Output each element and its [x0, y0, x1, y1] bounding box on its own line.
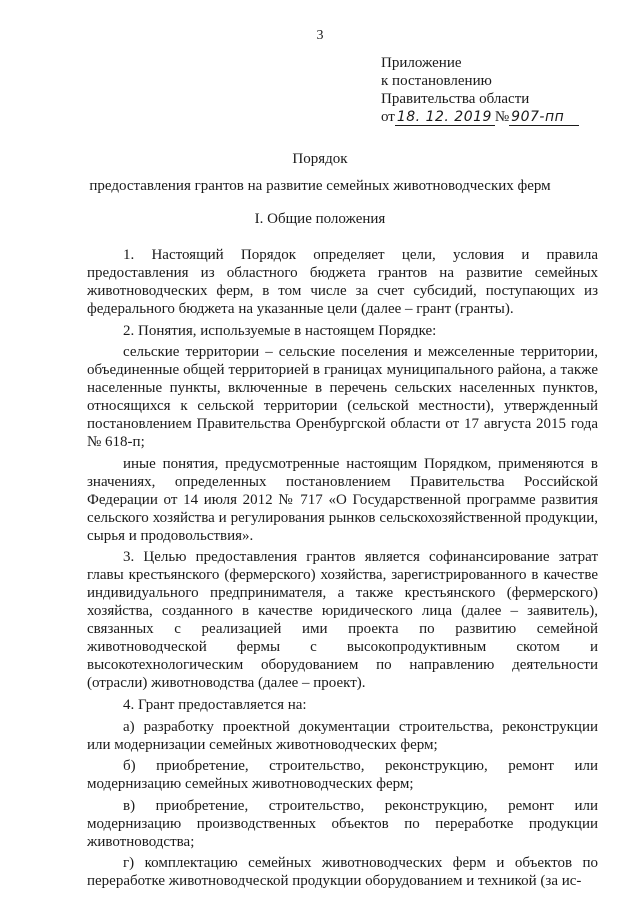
paragraph: а) разработку проектной документации строительства, реконструкции или модернизации семейных животноводческих ферм;	[87, 718, 598, 753]
handwritten-date: 18. 12. 2019	[395, 110, 495, 126]
paragraph: б) приобретение, строительство, реконструкцию, ремонт или модернизацию семейных животноводческих ферм;	[87, 758, 598, 793]
appendix-line-2: к постановлению	[381, 73, 492, 89]
appendix-line-1: Приложение	[381, 55, 462, 71]
paragraph: иные понятия, предусмотренные настоящим Порядком, применяются в значениях, определенных постановлением Правительства Российской Федерации от 14 июля 2012 № 717 «О Государственной программе развития сельского хозяйства и регулирования рынков сельскохозяйственной продукции, сырья и продовольствия».	[87, 455, 598, 544]
appendix-line-3: Правительства области	[381, 91, 530, 107]
paragraph: 2. Понятия, используемые в настоящем Порядке:	[123, 322, 437, 339]
handwritten-number: 907-пп	[509, 110, 579, 126]
number-sign: №	[494, 109, 510, 125]
section-heading: I. Общие положения	[254, 211, 386, 227]
paragraph: 1. Настоящий Порядок определяет цели, условия и правила предоставления из областного бюджета грантов на развитие семейных животноводческих ферм, в том числе за счет субсидий, поступающих из федерального бюджета на указанные цели (далее – грант (гранты).	[87, 247, 598, 317]
paragraph: сельские территории – сельские поселения и межселенные территории, объединенные общей территорией в границах муниципального района, а также населенные пункты, включенные в перечень сельских населенных пунктов, относящихся к сельской территории (сельской местности), утвержденный постановлением Правительства Оренбургской области от 17 августа 2015 года № 618-п;	[87, 344, 598, 451]
document-body	[87, 246, 598, 894]
paragraph: в) приобретение, строительство, реконструкцию, ремонт или модернизацию производственных объектов по переработке продукции животноводства;	[87, 797, 598, 850]
appendix-date-line	[381, 108, 579, 126]
document-subtitle: предоставления грантов на развитие семейных животноводческих ферм	[89, 178, 551, 194]
paragraph: 3. Целью предоставления грантов является софинансирование затрат главы крестьянского (фермерского) хозяйства, зарегистрированного в качестве индивидуального предпринимателя, а также крестьянского (фермерского) хозяйства, созданного в качестве юридического лица (далее – заявитель), связанных с реализацией ими проекта по развитию семейной животноводческой фермы с высокопродуктивным скотом и высокотехнологическим оборудованием по направлению деятельности (отрасли) животноводства (далее – проект).	[87, 549, 598, 692]
from-prefix: от	[381, 109, 395, 125]
appendix-block	[381, 54, 579, 126]
paragraph: 4. Грант предоставляется на:	[123, 696, 307, 713]
page-number: 3	[316, 28, 324, 43]
paragraph: г) комплектацию семейных животноводческих ферм и объектов по переработке животноводческой продукции оборудованием и техникой (за ис-	[87, 855, 598, 890]
document-title: Порядок	[292, 151, 348, 167]
